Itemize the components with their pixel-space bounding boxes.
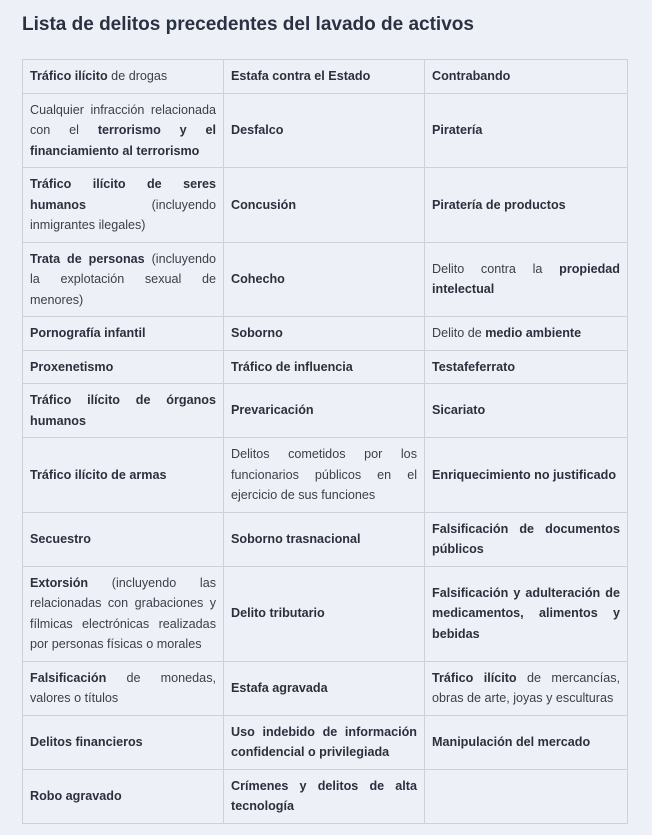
crimes-table-body xyxy=(23,60,628,824)
table-cell xyxy=(425,438,628,513)
crime-text: (incluyendo las relacionadas con grabaciones y fílmicas electrónicas realizadas por personas físicas o morales xyxy=(30,575,216,651)
crime-text: Cualquier infracción relacionada con el xyxy=(30,102,216,137)
crime-name-bold: Tráfico ilícito de órganos humanos xyxy=(30,393,216,428)
table-cell xyxy=(23,60,224,94)
crime-name-bold: Uso indebido de información confidencial o privilegiada xyxy=(231,724,417,759)
crime-text: de monedas, valores o títulos xyxy=(30,670,216,705)
table-cell xyxy=(224,769,425,823)
table-row xyxy=(23,661,628,715)
crime-name-bold: Soborno xyxy=(231,326,283,340)
crime-name-bold: Falsificación de documentos públicos xyxy=(432,521,620,556)
crime-name-bold: Piratería de productos xyxy=(432,197,566,212)
table-cell xyxy=(224,715,425,769)
crime-name-bold: Cohecho xyxy=(231,272,285,286)
crime-name-bold: Enriquecimiento no justificado xyxy=(432,467,617,482)
table-cell xyxy=(224,93,425,168)
crime-name-bold: Piratería xyxy=(432,123,483,137)
table-cell xyxy=(23,769,224,823)
crime-name-bold: Falsificación xyxy=(30,670,107,685)
table-cell xyxy=(224,566,425,661)
crime-name-bold: Prevaricación xyxy=(231,403,314,418)
table-cell xyxy=(23,661,224,715)
crime-text: (incluyendo la explotación sexual de menores) xyxy=(30,251,216,307)
table-cell xyxy=(224,384,425,438)
crime-name-bold: Delito tributario xyxy=(231,606,325,621)
table-row xyxy=(23,350,628,384)
crime-name-bold: Sicariato xyxy=(432,403,486,418)
table-cell xyxy=(425,769,628,823)
crime-name-bold: Concusión xyxy=(231,197,297,212)
crime-name-bold: Estafa contra el Estado xyxy=(231,69,371,83)
crime-name-bold: Tráfico de influencia xyxy=(231,359,353,374)
table-cell xyxy=(224,317,425,351)
table-cell xyxy=(23,317,224,351)
crime-name-bold: Delitos financieros xyxy=(30,734,143,749)
table-cell xyxy=(425,242,628,317)
table-cell xyxy=(224,168,425,243)
crime-name-bold: Robo agravado xyxy=(30,788,122,803)
crime-name-bold: Proxenetismo xyxy=(30,359,114,374)
crime-name-bold: Trata de personas xyxy=(30,251,145,266)
table-row xyxy=(23,60,628,94)
table-cell xyxy=(425,168,628,243)
crime-text: Delito contra la xyxy=(432,261,560,276)
crimes-table xyxy=(22,59,628,824)
page-title: Lista de delitos precedentes del lavado de activos xyxy=(22,14,474,35)
table-cell xyxy=(23,93,224,168)
table-cell xyxy=(23,512,224,566)
table-cell xyxy=(23,566,224,661)
crime-name-bold: Extorsión xyxy=(30,575,89,590)
table-cell xyxy=(425,384,628,438)
crime-name-bold: Crímenes y delitos de alta tecnología xyxy=(231,778,417,813)
table-cell xyxy=(425,566,628,661)
table-cell xyxy=(425,93,628,168)
table-cell xyxy=(224,60,425,94)
table-cell xyxy=(425,661,628,715)
table-cell xyxy=(224,350,425,384)
crime-text: de drogas xyxy=(107,69,168,83)
crime-name-bold: Tráfico ilícito xyxy=(30,69,108,83)
crime-name-bold: Contrabando xyxy=(432,69,511,83)
table-cell xyxy=(23,384,224,438)
table-cell xyxy=(224,438,425,513)
crime-text: de mercancías, obras de arte, joyas y esculturas xyxy=(432,670,620,705)
table-cell xyxy=(425,350,628,384)
table-row xyxy=(23,93,628,168)
table-cell xyxy=(425,715,628,769)
crime-name-bold: Desfalco xyxy=(231,123,284,137)
crime-name-bold: Falsificación y adulteración de medicamentos, alimentos y bebidas xyxy=(432,585,620,641)
crime-name-bold: Pornografía infantil xyxy=(30,326,146,340)
crime-name-bold: Soborno trasnacional xyxy=(231,531,361,546)
table-row xyxy=(23,317,628,351)
table-row xyxy=(23,242,628,317)
table-row xyxy=(23,384,628,438)
table-row xyxy=(23,769,628,823)
crime-name-bold: Testafeferrato xyxy=(432,359,516,374)
crime-name-bold: Estafa agravada xyxy=(231,680,328,695)
table-cell xyxy=(23,350,224,384)
table-cell xyxy=(224,242,425,317)
crime-name-bold: terrorismo y el financiamiento al terrorismo xyxy=(30,123,216,158)
crime-text: Delito de xyxy=(432,326,486,340)
table-cell xyxy=(23,242,224,317)
crime-name-bold: Tráfico ilícito de armas xyxy=(30,467,167,482)
table-row xyxy=(23,715,628,769)
table-cell xyxy=(425,512,628,566)
table-cell xyxy=(23,168,224,243)
table-row xyxy=(23,512,628,566)
table-cell xyxy=(425,60,628,94)
crime-name-bold: Tráfico ilícito xyxy=(432,670,517,685)
table-cell xyxy=(224,661,425,715)
table-row xyxy=(23,168,628,243)
crime-text: Delitos cometidos por los funcionarios públicos en el ejercicio de sus funciones xyxy=(231,447,417,502)
table-cell xyxy=(425,317,628,351)
table-cell xyxy=(23,438,224,513)
crime-text: (incluyendo inmigrantes ilegales) xyxy=(30,197,216,232)
table-row xyxy=(23,566,628,661)
table-row xyxy=(23,438,628,513)
crime-name-bold: medio ambiente xyxy=(485,326,582,340)
crime-name-bold: Secuestro xyxy=(30,531,91,546)
crime-name-bold: Tráfico ilícito de seres humanos xyxy=(30,177,216,212)
crime-name-bold: propiedad intelectual xyxy=(432,261,620,297)
table-cell xyxy=(23,715,224,769)
crime-name-bold: Manipulación del mercado xyxy=(432,734,591,749)
table-cell xyxy=(224,512,425,566)
